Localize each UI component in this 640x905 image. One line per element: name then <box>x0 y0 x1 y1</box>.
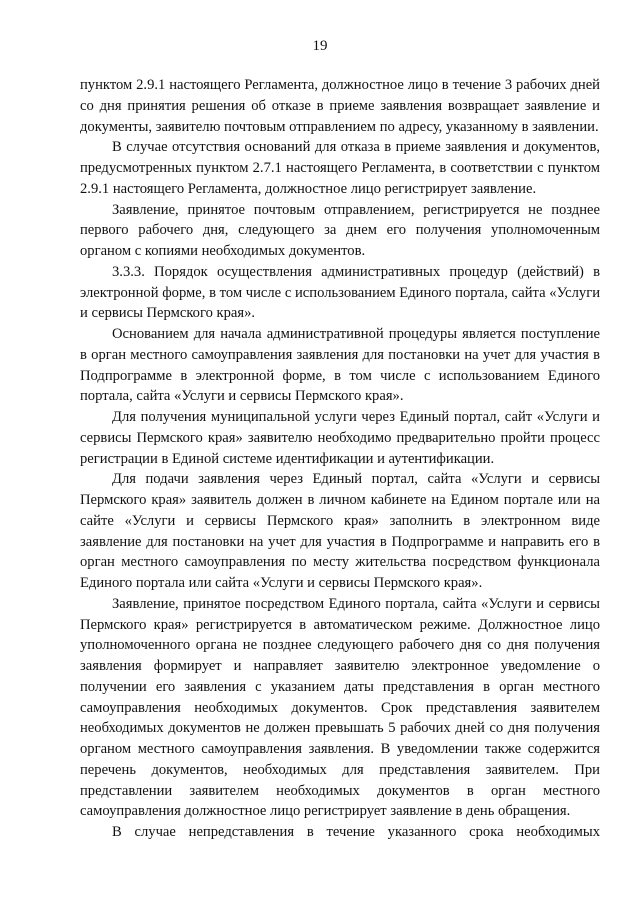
page-number: 19 <box>312 38 328 54</box>
section-heading-3-3-3: 3.3.3. Порядок осуществления административных процедур (действий) в электронной форме, в том числе с использованием Единого портала, сайта «Услуги и сервисы Пермского края». <box>80 263 600 322</box>
paragraph: Заявление, принятое посредством Единого портала, сайта «Услуги и сервисы Пермского края» регистрируется в автоматическом режиме. Должностное лицо уполномоченного органа не позднее следующего рабочего дня со дня получения заявления формирует и направляет заявителю электронное уведомление о получении его заявления с указанием даты представления в орган местного самоуправления необходимых документов. Срок представления заявителем необходимых документов не должен превышать 5 рабочих дней со дня получения органом местного самоуправления заявления. В уведомлении также содержится перечень документов, необходимых для представления заявителем. При представлении заявителем необходимых документов в орган местного самоуправления должностное лицо регистрирует заявление в день обращения. <box>80 595 600 820</box>
document-body <box>80 75 600 843</box>
paragraph: Основанием для начала административной процедуры является поступление в орган местного самоуправления заявления для постановки на учет для участия в Подпрограмме в электронной форме, в том числе с использованием Единого портала, сайта «Услуги и сервисы Пермского края». <box>80 326 600 405</box>
paragraph: В случае отсутствия оснований для отказа в приеме заявления и документов, предусмотренных пунктом 2.7.1 настоящего Регламента, в соответствии с пунктом 2.9.1 настоящего Регламента, должностное лицо регистрирует заявление. <box>80 139 600 197</box>
paragraph: Заявление, принятое почтовым отправлением, регистрируется не позднее первого рабочего дня, следующего за днем его получения уполномоченным органом с копиями необходимых документов. <box>80 201 600 259</box>
paragraph: Для получения муниципальной услуги через Единый портал, сайт «Услуги и сервисы Пермского края» заявителю необходимо предварительно пройти процесс регистрации в Единой системе идентификации и аутентификации. <box>80 409 600 467</box>
paragraph-truncated: В случае непредставления в течение указанного срока необходимых <box>112 824 600 840</box>
paragraph: Для подачи заявления через Единый портал, сайта «Услуги и сервисы Пермского края» заявитель должен в личном кабинете на Едином портале или на сайте «Услуги и сервисы Пермского края» заполнить в электронном виде заявление для постановки на учет для участия в Подпрограмме и направить его в орган местного самоуправления по месту жительства посредством функционала Единого портала или сайта «Услуги и сервисы Пермского края». <box>80 471 600 591</box>
paragraph-continuation: пунктом 2.9.1 настоящего Регламента, должностное лицо в течение 3 рабочих дней со дня принятия решения об отказе в приеме заявления возвращает заявление и документы, заявителю почтовым отправлением по адресу, указанному в заявлении. <box>80 77 600 135</box>
